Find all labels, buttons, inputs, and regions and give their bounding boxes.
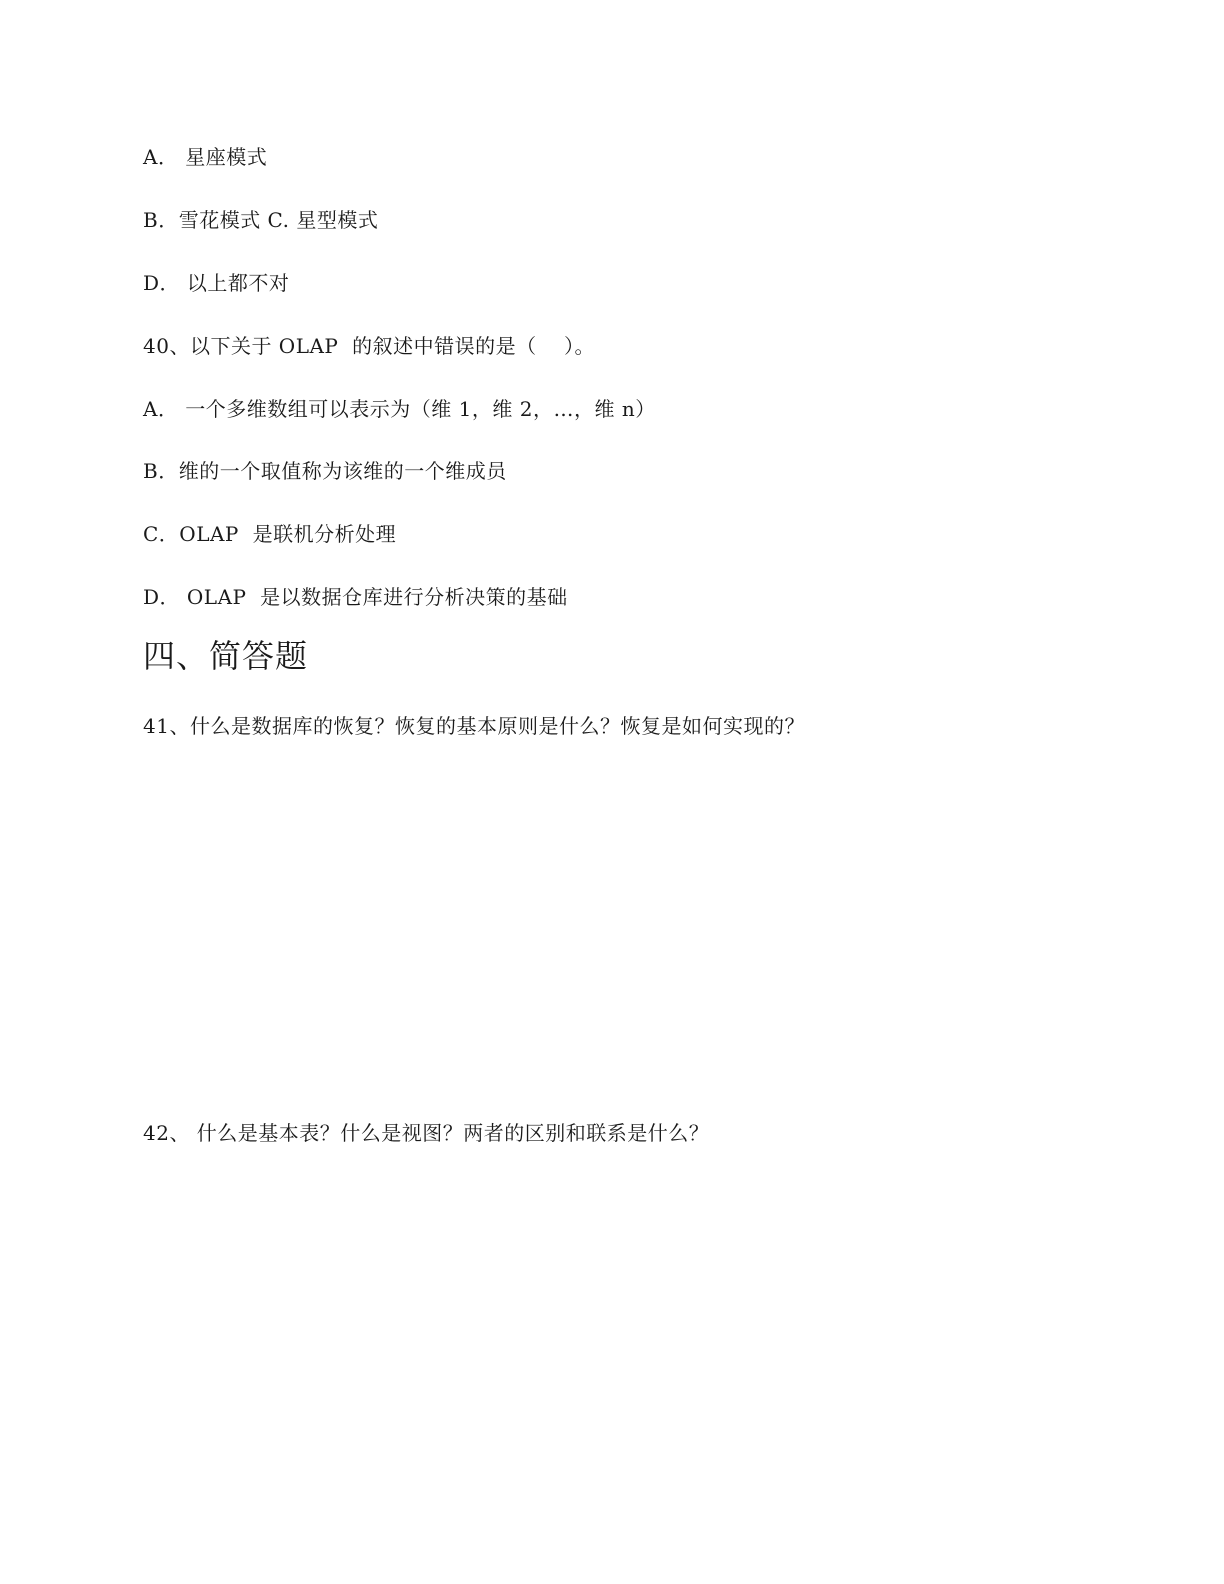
q40-option-c: C．OLAP 是联机分析处理: [143, 522, 397, 546]
q39-option-a: A． 星座模式: [143, 145, 268, 169]
q39-option-b-c: B．雪花模式 C. 星型模式: [143, 208, 379, 232]
q40-option-b: B．维的一个取值称为该维的一个维成员: [143, 459, 507, 483]
section-heading: 四、简答题: [143, 637, 309, 675]
q39-option-d: D． 以上都不对: [143, 271, 290, 295]
q40-stem: 40、以下关于 OLAP 的叙述中错误的是（ ）。: [143, 334, 596, 358]
q42-stem: 42、 什么是基本表？什么是视图？两者的区别和联系是什么？: [143, 1121, 710, 1145]
q40-option-a: A． 一个多维数组可以表示为（维 1，维 2，…，维 n）: [143, 397, 656, 421]
q41-stem: 41、什么是数据库的恢复？恢复的基本原则是什么？恢复是如何实现的？: [143, 714, 805, 738]
q40-option-d: D． OLAP 是以数据仓库进行分析决策的基础: [143, 585, 568, 609]
